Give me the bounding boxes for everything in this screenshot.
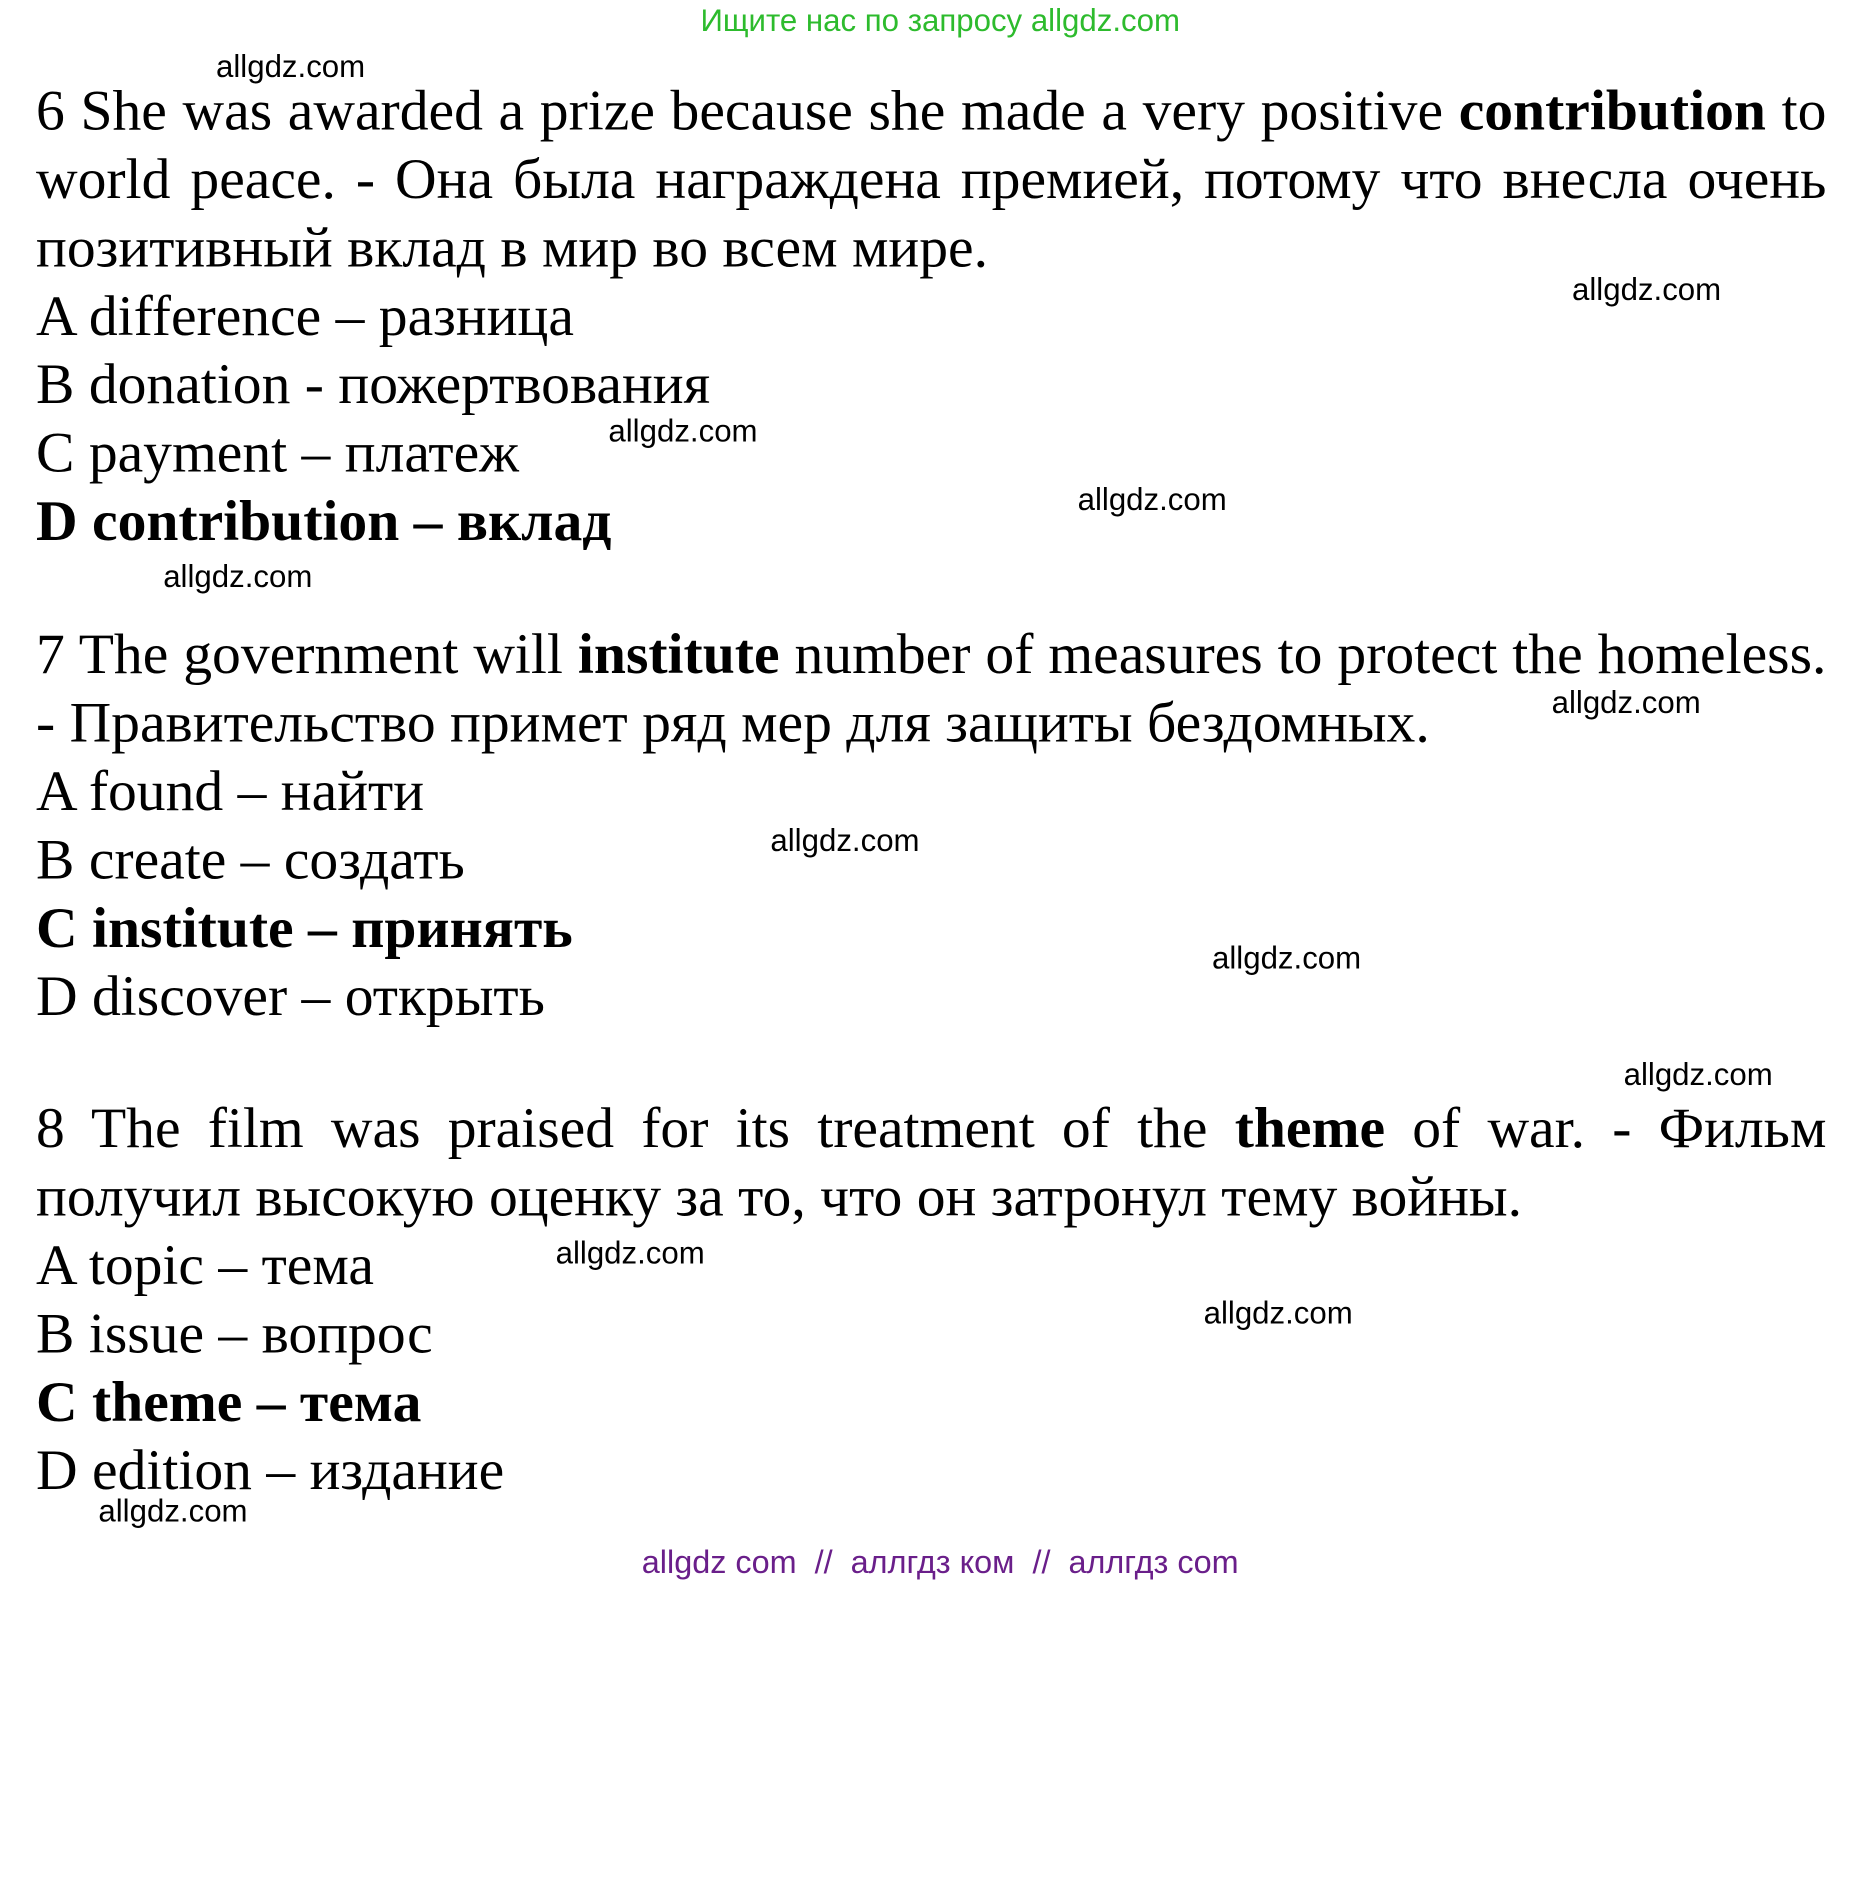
option-c-correct: C theme – тема xyxy=(36,1370,422,1434)
question-stem xyxy=(36,1094,1826,1231)
stem-prefix: 7 The government will xyxy=(36,622,578,687)
watermark: allgdz.com xyxy=(1623,1056,1773,1092)
question-6 xyxy=(36,77,1826,556)
top-banner: Ищите нас по запросу allgdz.com xyxy=(700,2,1180,39)
bottom-banner: allgdz com // аллгдз ком // аллгдз com xyxy=(641,1544,1239,1581)
option-c-correct: C institute – принять xyxy=(36,896,573,961)
watermark: allgdz.com xyxy=(163,558,313,594)
question-8 xyxy=(36,1094,1826,1504)
option-a: A found – найти xyxy=(36,759,425,824)
watermark: allgdz.com xyxy=(770,822,920,859)
stem-keyword: institute xyxy=(577,622,780,687)
option-d: D discover – открыть xyxy=(36,964,545,1029)
stem-keyword: contribution xyxy=(1458,79,1766,143)
watermark: allgdz.com xyxy=(1203,1294,1353,1331)
option-d-correct: D contribution – вклад xyxy=(36,489,612,554)
option-a: A topic – тема xyxy=(36,1233,374,1298)
watermark: allgdz.com xyxy=(555,1234,705,1271)
question-7 xyxy=(36,620,1826,1030)
question-stem xyxy=(36,77,1826,282)
option-d: D edition – издание xyxy=(36,1438,505,1503)
watermark: allgdz.com xyxy=(98,1492,248,1529)
watermark: allgdz.com xyxy=(1551,684,1701,720)
watermark: allgdz.com xyxy=(608,412,758,449)
option-b: B donation - пожертвования xyxy=(36,352,711,417)
watermark: allgdz.com xyxy=(1572,271,1722,308)
stem-suffix: to world peace. - Она была награждена премией, потому что внесла очень позитивный вклад в мир во всем мире. xyxy=(36,79,1827,280)
stem-prefix: 6 She was awarded a prize because she made a very positive xyxy=(36,79,1459,143)
watermark: allgdz.com xyxy=(1077,481,1227,518)
option-c: C payment – платеж xyxy=(36,421,519,485)
option-a: A difference – разница xyxy=(36,284,574,348)
option-b: B issue – вопрос xyxy=(36,1302,433,1366)
watermark: allgdz.com xyxy=(1212,939,1362,976)
stem-keyword: theme xyxy=(1234,1096,1386,1161)
watermark: allgdz.com xyxy=(216,48,366,84)
option-b: B create – создать xyxy=(36,828,465,892)
stem-suffix: of war. - Фильм получил высокую оценку за то, что он затронул тему войны. xyxy=(36,1096,1827,1229)
stem-prefix: 8 The film was praised for its treatment of the xyxy=(36,1096,1235,1161)
stem-suffix: number of measures to protect the homeless. - Правительство примет ряд мер для защиты бездомных. xyxy=(36,622,1827,755)
